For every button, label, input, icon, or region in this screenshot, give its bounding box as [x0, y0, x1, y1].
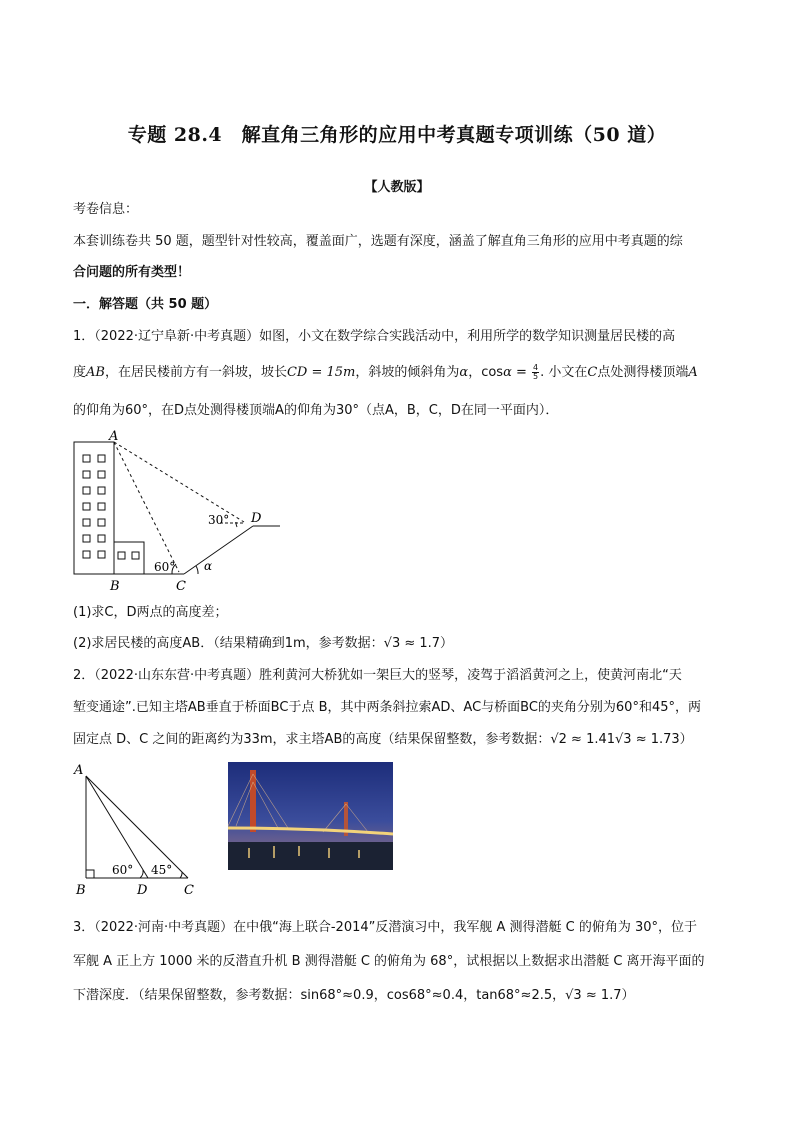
- q1-line-3: 的仰角为60°，在D点处测得楼顶端A的仰角为30°（点A，B，C，D在同一平面内）．: [73, 403, 559, 418]
- q2-line-1: 2．（2022·山东东营·中考真题）胜利黄河大桥犹如一架巨大的竖琴，凌驾于滔滔黄河之上，使黄河南北“天: [73, 668, 682, 683]
- fig2-label-b: B: [76, 883, 86, 898]
- q1-alpha: α: [459, 365, 469, 380]
- angle-alpha-arc: [196, 566, 198, 574]
- edition-label: 【人教版】: [364, 180, 430, 195]
- slope-line: [184, 526, 253, 574]
- window: [83, 551, 90, 558]
- page-title: 专题 28.4 解直角三角形的应用中考真题专项训练（50 道）: [127, 124, 667, 146]
- fig1-label-c: C: [176, 579, 186, 593]
- q1-ab: AB: [86, 365, 105, 380]
- bridge-photo: [228, 762, 393, 870]
- window: [83, 535, 90, 542]
- q1-figure: [70, 428, 285, 593]
- window: [98, 503, 105, 510]
- photo-tower-left: [250, 770, 256, 832]
- fig2-angle-45: 45°: [151, 863, 173, 877]
- q1-text-f: 点处测得楼顶端: [597, 365, 689, 380]
- q2-figure: [70, 760, 200, 898]
- window: [83, 519, 90, 526]
- right-angle-mark: [86, 870, 94, 878]
- q1-c: C: [587, 365, 598, 380]
- q1-text-b: ，在居民楼前方有一斜坡，坡长: [104, 365, 287, 380]
- fig2-label-d: D: [137, 883, 148, 898]
- window: [98, 455, 105, 462]
- fig1-label-b: B: [110, 579, 120, 593]
- fig1-angle-alpha: α: [204, 559, 213, 573]
- fig1-angle-60: 60°: [154, 560, 176, 574]
- fig2-label-c: C: [184, 883, 194, 898]
- q1-line-1: 1．（2022·辽宁阜新·中考真题）如图，小文在数学综合实践活动中，利用所学的数学知识测量居民楼的高: [73, 329, 676, 344]
- angle-60-arc: [140, 870, 143, 878]
- fig2-label-a: A: [74, 763, 84, 778]
- q1-text-e: . 小文在: [540, 365, 588, 380]
- section-heading: 一．解答题（共 50 题）: [73, 297, 218, 312]
- window: [118, 552, 125, 559]
- q3-line-3: 下潜深度．（结果保留整数，参考数据：sin68°≈0.9，cos68°≈0.4，tan68°≈2.5，√3 ≈ 1.7）: [73, 988, 635, 1003]
- fig1-angle-30: 30°: [208, 513, 230, 527]
- q1-a: A: [688, 365, 698, 380]
- window: [132, 552, 139, 559]
- fig2-angle-60: 60°: [112, 863, 134, 877]
- q1-cd-eq: CD = 15m: [286, 365, 356, 380]
- q2-line-2: 堑变通途”.已知主塔AB垂直于桥面BC于点 B，其中两条斜拉索AD、AC与桥面BC的夹角分别为60°和45°，两: [73, 700, 701, 715]
- building: [74, 442, 114, 574]
- window: [83, 455, 90, 462]
- q1-alpha-2: α: [503, 365, 512, 380]
- window: [98, 519, 105, 526]
- windows: [83, 455, 139, 559]
- window: [98, 487, 105, 494]
- angle-45-arc: [180, 872, 182, 878]
- q1-sub-1: (1)求C，D两点的高度差；: [73, 605, 228, 620]
- window: [83, 503, 90, 510]
- q1-sub-2: (2)求居民楼的高度AB．（结果精确到1m，参考数据：√3 ≈ 1.7）: [73, 636, 454, 651]
- q1-text-a: 度: [73, 365, 87, 380]
- window: [98, 551, 105, 558]
- q3-line-1: 3．（2022·河南·中考真题）在中俄“海上联合-2014”反潜演习中，我军舰 A 测得潜艇 C 的俯角为 30°，位于: [73, 920, 698, 935]
- photo-water: [228, 842, 393, 870]
- fig1-label-a: A: [109, 429, 119, 444]
- q1-fraction: $\frac{4}{5}$: [533, 363, 539, 381]
- q1-line-2: 度AB，在居民楼前方有一斜坡，坡长CD = 15m，斜坡的倾斜角为α，cosα = $\frac{4}{5}$ . 小文在C点处测得楼顶端A: [73, 363, 698, 381]
- exam-info-label: 考卷信息：: [73, 202, 139, 217]
- q1-text-d: ，cos: [468, 365, 504, 380]
- window: [83, 487, 90, 494]
- window: [98, 471, 105, 478]
- intro-line-1: 本套训练卷共 50 题，题型针对性较高，覆盖面广，选题有深度，涵盖了解直角三角形的应用中考真题的综: [73, 234, 683, 249]
- fig1-label-d: D: [251, 511, 262, 526]
- q1-text-c: ，斜坡的倾斜角为: [355, 365, 460, 380]
- intro-line-2: 合问题的所有类型！: [73, 265, 191, 280]
- window: [98, 535, 105, 542]
- q2-line-3: 固定点 D、C 之间的距离约为33m，求主塔AB的高度（结果保留整数，参考数据：√2 ≈ 1.41√3 ≈ 1.73）: [73, 732, 693, 747]
- window: [83, 471, 90, 478]
- q3-line-2: 军舰 A 正上方 1000 米的反潜直升机 B 测得潜艇 C 的俯角为 68°，试根据以上数据求出潜艇 C 离开海平面的: [73, 954, 705, 969]
- cable-ac: [86, 776, 188, 878]
